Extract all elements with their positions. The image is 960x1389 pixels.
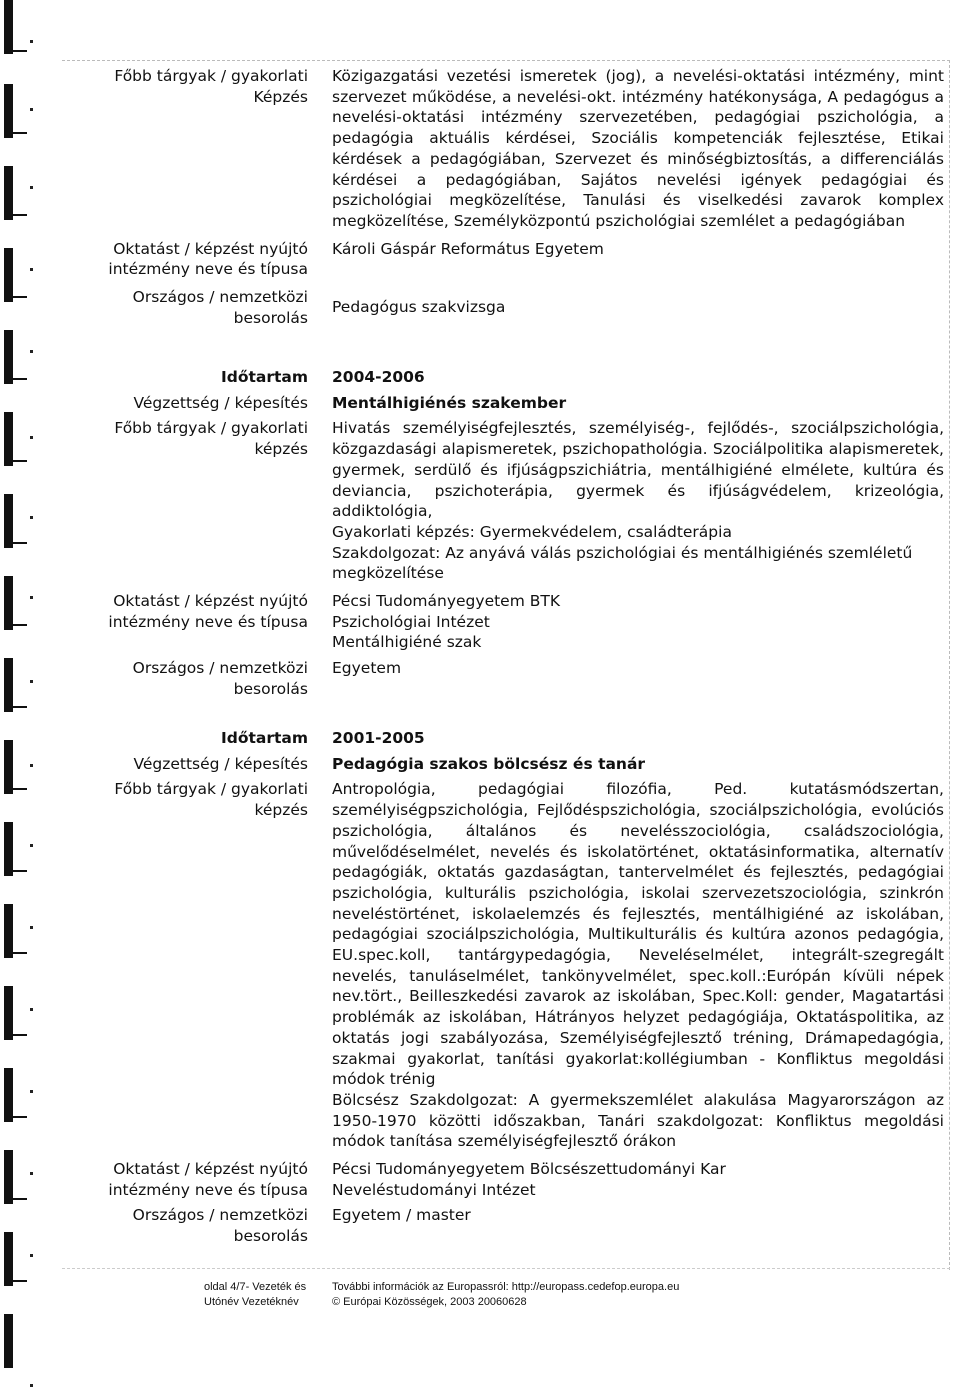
duration-value: 2004-2006 [332, 368, 425, 386]
duration-value: 2001-2005 [332, 729, 425, 747]
duration-row [62, 728, 952, 749]
classification-row [62, 287, 952, 328]
binding-bar [4, 576, 13, 630]
binding-tick [13, 50, 27, 52]
institution-row [62, 591, 952, 653]
binding-tick [13, 1034, 27, 1036]
qualification-label: Végzettség / képesítés [133, 754, 308, 773]
binding-bar [4, 84, 13, 138]
qualification-row [62, 393, 952, 414]
binding-dot [30, 1254, 33, 1257]
education-entry [62, 367, 952, 700]
footer-europass-info [332, 1280, 852, 1310]
binding-tick [13, 296, 27, 298]
binding-tick [13, 870, 27, 872]
binding-bar [4, 986, 13, 1040]
binding-bar [4, 412, 13, 466]
binding-bar [4, 1150, 13, 1204]
binding-tick [13, 460, 27, 462]
institution-line: Pécsi Tudományegyetem BTK [332, 592, 561, 611]
binding-tick [13, 132, 27, 134]
binding-bar [4, 166, 13, 220]
subjects-paragraph: Bölcsész Szakdolgozat: A gyermekszemlélet alakulása Magyarországon az 1950-1970 közötti időszakban, Tanári szakdolgozat: Konfliktus megoldási módok tanítása személyiségfejlesztő órákon [332, 1090, 944, 1151]
subjects-paragraph: Szakdolgozat: Az anyává válás pszichológiai és mentálhigiénés szemléletű megközelítése [332, 543, 913, 583]
subjects-paragraph: Gyakorlati képzés: Gyermekvédelem, családterápia [332, 522, 732, 541]
footer-page-info [204, 1280, 314, 1310]
duration-row [62, 367, 952, 388]
binding-bar [4, 494, 13, 548]
binding-dot [30, 1384, 33, 1387]
binding-bar [4, 1314, 13, 1368]
subjects-label: Főbb tárgyak / gyakorlati képzés [114, 419, 308, 459]
binding-dot [30, 844, 33, 847]
qualification-value: Mentálhigiénés szakember [332, 393, 567, 412]
binding-dot [30, 436, 33, 439]
binding-bar [4, 1068, 13, 1122]
classification-label: Országos / nemzetközi besorolás [132, 1206, 308, 1246]
footer-info-line: © Európai Közösségek, 2003 20060628 [332, 1296, 527, 1308]
binding-dot [30, 926, 33, 929]
classification-value: Pedagógus szakvizsga [332, 298, 506, 317]
classification-row [62, 1205, 952, 1246]
binding-tick [13, 788, 27, 790]
binding-tick [13, 1280, 27, 1282]
binding-tick [13, 214, 27, 216]
binding-bar [4, 248, 13, 302]
classification-value: Egyetem [332, 659, 402, 678]
binding-dot [30, 1172, 33, 1175]
institution-value: Károli Gáspár Református Egyetem [332, 239, 604, 258]
institution-label: Oktatást / képzést nyújtó intézmény neve és típusa [108, 592, 308, 631]
binding-tick [13, 542, 27, 544]
education-continued-block [62, 66, 952, 328]
subjects-value: Közigazgatási vezetési ismeretek (jog), a nevelési-oktatási intézmény, mint szervezet működése, a nevelési-okt. intézmény hatékonysága, A pedagógus a nevelési-oktatási intézmény szervezetében, pedagógiai pszichológia, a pedagógia aktuális kérdései, Szociális kompetenciák fejlesztése, Etikai kérdések a pedagógiában, Szervezet és minőségbiztosítás, a differenciálás kérdései a pedagógiában, Sajátos nevelési igények pedagógiai és pszichológiai megközelítése, Tanulási és viselkedési zavarok komplex megközelítése, Személyközpontú pszichológiai szemlélet a pedagógiában [332, 67, 944, 230]
subjects-value [332, 779, 952, 1152]
subjects-row [62, 66, 952, 232]
institution-label: Oktatást / képzést nyújtó intézmény neve és típusa [108, 239, 308, 279]
binding-dot [30, 596, 33, 599]
classification-label: Országos / nemzetközi besorolás [132, 659, 308, 698]
classification-value: Egyetem / master [332, 1206, 471, 1225]
classification-label: Országos / nemzetközi besorolás [132, 288, 308, 327]
subjects-label: Főbb tárgyak / gyakorlati Képzés [114, 67, 308, 106]
binding-dot [30, 186, 33, 189]
classification-row [62, 658, 952, 699]
binding-bar [4, 330, 13, 384]
footer-page-line: oldal 4/7- Vezeték és [204, 1281, 307, 1293]
binding-bar [4, 0, 13, 54]
institution-line: Mentálhigiéné szak [332, 633, 482, 652]
institution-value [332, 1159, 952, 1200]
binding-bar [4, 658, 13, 712]
subjects-row [62, 779, 952, 1152]
binding-bar [4, 1232, 13, 1286]
qualification-row [62, 754, 952, 775]
institution-line: Pécsi Tudományegyetem Bölcsészettudományi Kar [332, 1160, 726, 1179]
binding-dot [30, 108, 33, 111]
duration-label: Időtartam [220, 368, 308, 386]
binding-dot [30, 764, 33, 767]
binding-dot [30, 516, 33, 519]
binding-dot [30, 1008, 33, 1011]
binding-dot [30, 350, 33, 353]
institution-line: Neveléstudományi Intézet [332, 1180, 536, 1199]
qualification-label: Végzettség / képesítés [133, 393, 308, 412]
binding-dot [30, 268, 33, 271]
binding-tick [13, 624, 27, 626]
frame-top-border [62, 60, 950, 61]
binding-tick [13, 378, 27, 380]
qualification-value: Pedagógia szakos bölcsész és tanár [332, 754, 646, 773]
binding-bar [4, 822, 13, 876]
footer-page-line: Utónév Vezetéknév [204, 1296, 299, 1308]
scan-binding-marks [0, 0, 60, 1389]
subjects-paragraph: Antropológia, pedagógiai filozófia, Ped. kutatásmódszertan, személyiségpszichológia, Fejlődéspszichológia, szociálpszichológia, evolúciós pszichológia, általános és nevelésszociológia, családszociológia, művelődéselmélet, nevelés és iskolatörténet, oktatásinformatika, alternatív pedagógiák, oktatás gazdaságtan, tantervelmélet és fejlesztés, pedagógiai pszichológia, kulturális pszichológia, iskolai szervezetszociológia, szinkrón neveléstörténet, iskolaelemzés és fejlesztés, mentálhigiéné az iskolában, pedagógiai szociálpszichológia, Multikulturális és kultúra azonos pedagógia, EU.spec.koll, tantárgypedagógia, Neveléselmélet, integrált-szegregált nevelés, tanuláselmélet, tankönyvelmélet, spec.koll.:Európán kívüli népek nev.tört., Beilleszkedési zavarok az iskolában, Spec.Koll: gender, Magatartási problémák az iskolában, Hátrányos helyzet pedagógiája, Oktatáspolitika, az oktatás jogi szabályozása, Személyiségfejlesztő tréning, Drámapedagógia, szakmai gyakorlat, tanítási gyakorlat:kollégiumban - Konfliktus megoldási módok trénig [332, 780, 944, 1089]
binding-tick [13, 706, 27, 708]
binding-dot [30, 40, 33, 43]
duration-label: Időtartam [220, 729, 308, 747]
binding-tick [13, 1116, 27, 1118]
subjects-value [332, 418, 952, 584]
binding-bar [4, 740, 13, 794]
education-entry [62, 728, 952, 1247]
institution-value [332, 591, 952, 653]
institution-row [62, 239, 952, 280]
institution-label: Oktatást / képzést nyújtó intézmény neve és típusa [108, 1160, 308, 1199]
institution-line: Pszichológiai Intézet [332, 612, 490, 631]
subjects-row [62, 418, 952, 584]
subjects-paragraph: Hivatás személyiségfejlesztés, személyiség-, fejlődés-, szociálpszichológia, közgazdasági alapismeretek, pszichopathológia. Szociálpolitika alapismeretek, gyermek, serdülő és ifjúságpszichiátria, mentálhigiéné elmélete, kultúra és deviancia, pszichoterápia, gyermek és ifjúságvédelem, krizeológia, addiktológia, [332, 419, 944, 521]
binding-dot [30, 1090, 33, 1093]
binding-tick [13, 1198, 27, 1200]
frame-bottom-border [62, 1268, 950, 1269]
subjects-label: Főbb tárgyak / gyakorlati képzés [114, 780, 308, 820]
binding-bar [4, 904, 13, 958]
footer-info-line: További információk az Europassról: http://europass.cedefop.europa.eu [332, 1281, 680, 1293]
binding-dot [30, 680, 33, 683]
binding-tick [13, 952, 27, 954]
institution-row [62, 1159, 952, 1200]
